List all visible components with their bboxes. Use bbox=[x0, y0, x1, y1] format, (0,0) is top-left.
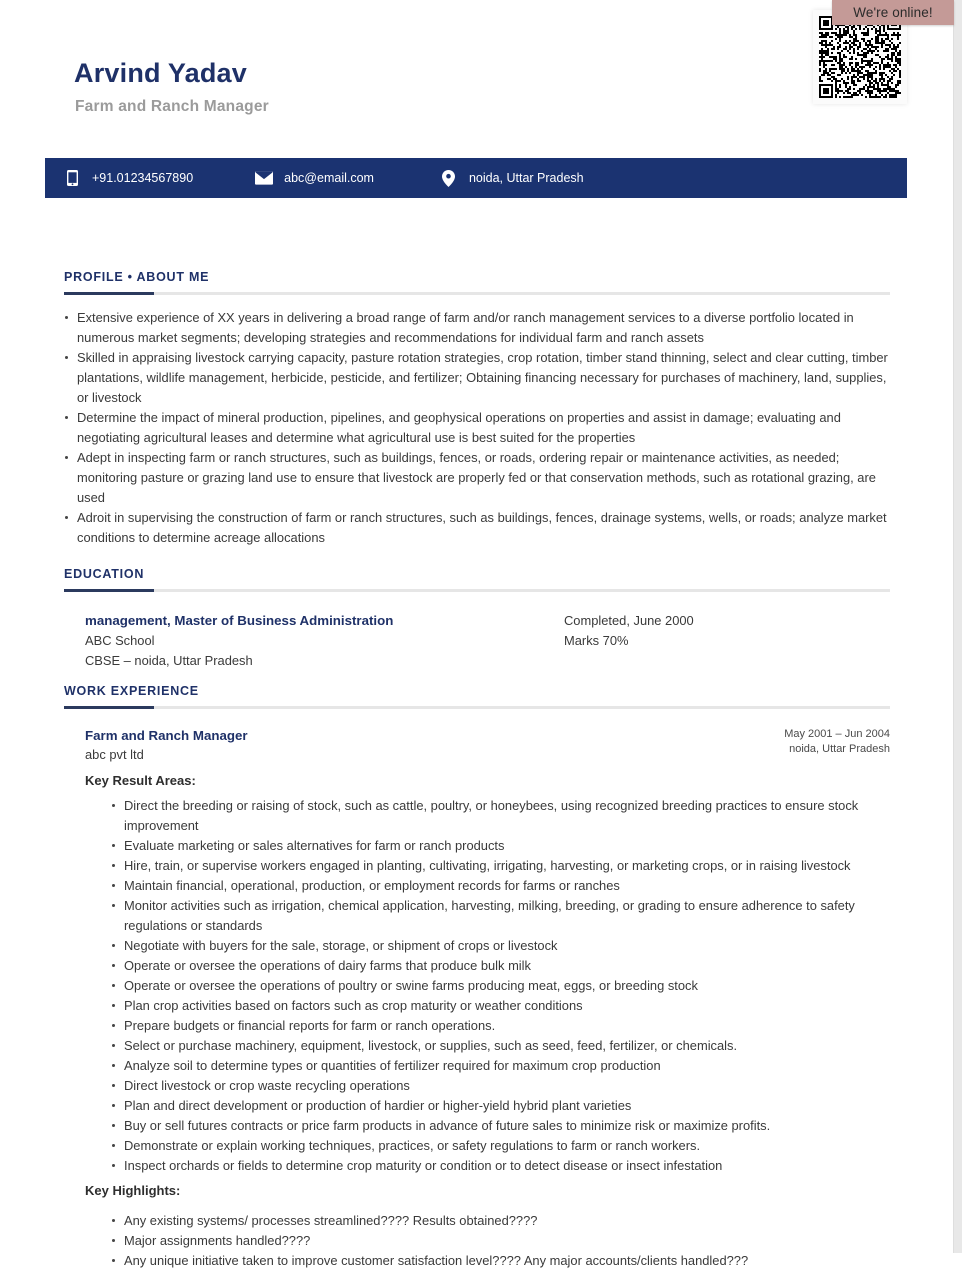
education-status: Completed, June 2000 bbox=[564, 613, 694, 628]
contact-email[interactable] bbox=[255, 169, 374, 187]
education-marks: Marks 70% bbox=[564, 633, 629, 648]
section-profile bbox=[64, 270, 890, 548]
education-right-column bbox=[564, 611, 884, 651]
kra-label: Key Result Areas: bbox=[85, 773, 196, 788]
contact-location[interactable] bbox=[440, 169, 584, 187]
profile-bullet: Adroit in supervising the construction of farm or ranch structures, such as buildings, fences, drainage systems, wells, or roads; analyze market conditions to determine acreage allocations bbox=[64, 508, 890, 548]
job-entry-header bbox=[64, 726, 890, 768]
job-location: noida, Uttar Pradesh bbox=[789, 743, 890, 755]
page-gutter bbox=[953, 0, 962, 1253]
section-divider bbox=[64, 589, 890, 592]
kra-bullet: Direct livestock or crop waste recycling operations bbox=[111, 1076, 890, 1096]
kra-bullet: Evaluate marketing or sales alternatives for farm or ranch products bbox=[111, 836, 890, 856]
header-job-title: Farm and Ranch Manager bbox=[75, 98, 269, 115]
profile-bullet-list bbox=[64, 308, 890, 548]
resume-header bbox=[0, 40, 954, 150]
contact-email-text: abc@email.com bbox=[284, 171, 374, 185]
key-highlight-bullet: Any existing systems/ processes streamlined???? Results obtained???? bbox=[111, 1211, 890, 1231]
contact-location-text: noida, Uttar Pradesh bbox=[468, 171, 584, 185]
kra-bullet: Negotiate with buyers for the sale, storage, or shipment of crops or livestock bbox=[111, 936, 890, 956]
key-highlight-bullet: Any unique initiative taken to improve customer satisfaction level???? Any major accounts/clients handled??? bbox=[111, 1251, 890, 1271]
key-highlight-bullet: Major assignments handled???? bbox=[111, 1231, 890, 1251]
job-role: Farm and Ranch Manager bbox=[85, 728, 248, 743]
kra-bullet: Inspect orchards or fields to determine crop maturity or condition or to detect disease or insect infestation bbox=[111, 1156, 890, 1176]
section-divider bbox=[64, 706, 890, 709]
contact-phone-text: +91.01234567890 bbox=[92, 171, 194, 185]
kra-bullet: Plan and direct development or production of hardier or higher-yield hybrid plant varieties bbox=[111, 1096, 890, 1116]
section-title-profile: PROFILE • ABOUT ME bbox=[64, 270, 210, 284]
kra-bullet: Operate or oversee the operations of dairy farms that produce bulk milk bbox=[111, 956, 890, 976]
kra-bullet: Analyze soil to determine types or quantities of fertilizer required for maximum crop production bbox=[111, 1056, 890, 1076]
chat-widget-banner[interactable]: We're online! bbox=[832, 0, 954, 25]
job-dates: May 2001 – Jun 2004 bbox=[784, 728, 890, 740]
kra-bullet: Buy or sell futures contracts or price farm products in advance of future sales to minimize risk or maximize profits. bbox=[111, 1116, 890, 1136]
job-company: abc pvt ltd bbox=[85, 747, 144, 762]
kra-bullet: Plan crop activities based on factors such as crop maturity or weather conditions bbox=[111, 996, 890, 1016]
contact-bar bbox=[45, 158, 907, 198]
kra-bullet-list bbox=[64, 796, 890, 1176]
qr-code-image bbox=[819, 16, 901, 98]
section-education bbox=[64, 567, 890, 681]
education-left-column bbox=[85, 611, 565, 671]
job-meta bbox=[784, 727, 890, 757]
education-degree: management, Master of Business Administration bbox=[85, 613, 394, 628]
kra-bullet: Select or purchase machinery, equipment, livestock, or supplies, such as seed, feed, fertilizer, or chemicals. bbox=[111, 1036, 890, 1056]
key-highlights-list bbox=[64, 1211, 890, 1271]
kra-bullet: Demonstrate or explain working techniques, practices, or safety regulations to farm or ranch workers. bbox=[111, 1136, 890, 1156]
section-title-education: EDUCATION bbox=[64, 567, 145, 581]
map-pin-icon bbox=[440, 169, 458, 187]
education-school: ABC School bbox=[85, 633, 155, 648]
contact-phone[interactable] bbox=[63, 169, 193, 187]
education-board: CBSE – noida, Uttar Pradesh bbox=[85, 653, 253, 668]
envelope-icon bbox=[255, 169, 273, 187]
key-highlights-label: Key Highlights: bbox=[85, 1183, 181, 1198]
section-title-work-experience: WORK EXPERIENCE bbox=[64, 684, 199, 698]
profile-bullet: Extensive experience of XX years in delivering a broad range of farm and/or ranch management services to a diverse portfolio located in numerous market segments; developing strategies and recommendations for individual farm and ranch assets bbox=[64, 308, 890, 348]
kra-bullet: Maintain financial, operational, production, or employment records for farms or ranches bbox=[111, 876, 890, 896]
profile-bullet: Determine the impact of mineral production, pipelines, and geophysical operations on properties and assist in damage; evaluating and negotiating agricultural leases and determine what agricultural use is best suited for the properties bbox=[64, 408, 890, 448]
kra-bullet: Operate or oversee the operations of poultry or swine farms producing meat, eggs, or breeding stock bbox=[111, 976, 890, 996]
page-title: Arvind Yadav bbox=[74, 58, 247, 88]
education-entry bbox=[64, 611, 890, 681]
mobile-phone-icon bbox=[63, 169, 81, 187]
section-divider bbox=[64, 292, 890, 295]
kra-bullet: Prepare budgets or financial reports for farm or ranch operations. bbox=[111, 1016, 890, 1036]
kra-bullet: Direct the breeding or raising of stock, such as cattle, poultry, or honeybees, using recognized breeding practices to ensure stock improvement bbox=[111, 796, 890, 836]
profile-bullet: Skilled in appraising livestock carrying capacity, pasture rotation strategies, crop rotation, timber stand thinning, select and clear cutting, timber plantations, wildlife management, herbicide, pesticide, and fertilizer; Obtaining financing necessary for purchases of machinery, land, supplies, or livestock bbox=[64, 348, 890, 408]
kra-bullet: Monitor activities such as irrigation, chemical application, harvesting, milking, breeding, or grading to ensure adherence to safety regulations or standards bbox=[111, 896, 890, 936]
section-work-experience bbox=[64, 684, 890, 1271]
profile-bullet: Adept in inspecting farm or ranch structures, such as buildings, fences, or roads, ordering repair or maintenance activities, as needed; monitoring pasture or grazing land use to ensure that livestock are properly fed or that conservation methods, such as rotational grazing, are used bbox=[64, 448, 890, 508]
kra-bullet: Hire, train, or supervise workers engaged in planting, cultivating, irrigating, harvesting, or marketing crops, or in raising livestock bbox=[111, 856, 890, 876]
